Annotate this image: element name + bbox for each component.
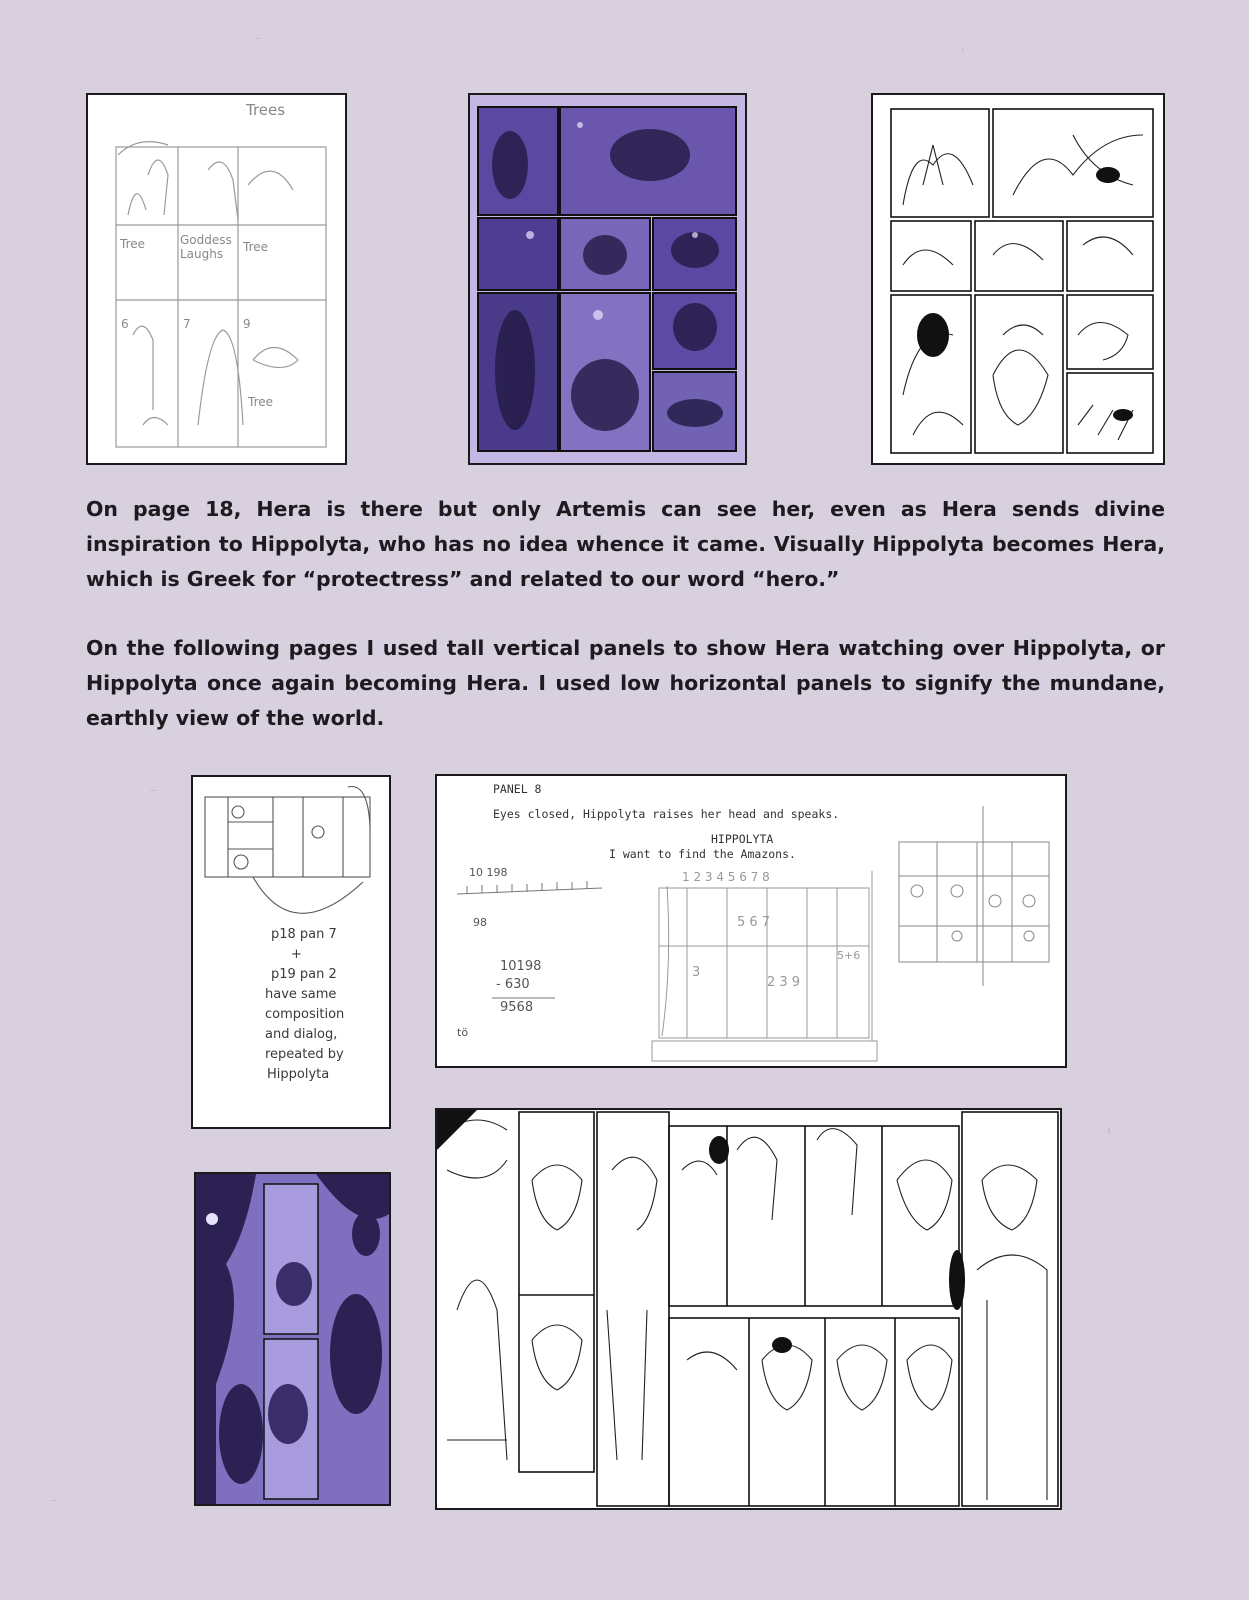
script-dialogue: I want to find the Amazons. (609, 847, 796, 861)
svg-text:3: 3 (692, 965, 701, 980)
svg-text:98: 98 (473, 916, 487, 929)
svg-text:2 3 9: 2 3 9 (767, 975, 801, 990)
thumbnail-label-goddess-laughs: Goddess Laughs (180, 233, 232, 261)
inked-page-image (871, 93, 1165, 465)
thumbnail-label-tree: Tree (248, 395, 274, 409)
body-paragraph: On the following pages I used tall vertical panels to show Hera watching over Hippolyta, or Hippolyta once again becoming Hera. I used low horizontal panels to signify the mundane, earthly view of the world. (86, 636, 1165, 730)
thumbnail-label-panel-number: 7 (183, 317, 191, 331)
purple-vertical-panels-image (194, 1172, 391, 1506)
svg-text:tö: tö (457, 1026, 469, 1039)
inked-spread-image (435, 1108, 1062, 1510)
thumbnail-sketch-image (86, 93, 347, 465)
svg-text:5+6: 5+6 (837, 949, 861, 962)
note-line: + (291, 947, 302, 962)
thumbnail-label-panel-number: 9 (243, 317, 251, 331)
script-page-image (435, 774, 1067, 1068)
note-line: composition (265, 1007, 345, 1022)
thumbnail-label-panel-number: 6 (121, 317, 129, 331)
thumbnail-label-tree: Tree (243, 240, 269, 254)
paper-speck (255, 38, 261, 39)
script-panel-heading: PANEL 8 (493, 782, 542, 796)
body-paragraph: On page 18, Hera is there but only Artemis can see her, even as Hera sends divine inspiration to Hippolyta, who has no idea whence it came. Visually Hippolyta becomes Hera, which is Greek for “protectress” and related to our word “hero.” (86, 497, 1165, 591)
script-math-bottom: 9568 (500, 1000, 534, 1015)
paper-speck (150, 790, 157, 791)
script-speaker: HIPPOLYTA (711, 832, 774, 846)
note-line: repeated by (265, 1047, 344, 1062)
paper-speck (962, 46, 963, 53)
note-line: p18 pan 7 (271, 927, 337, 942)
paper-speck (1108, 1128, 1110, 1134)
thumbnail-label-trees: Trees (246, 101, 286, 119)
note-line: p19 pan 2 (271, 967, 337, 982)
note-line: have same (265, 987, 337, 1002)
note-line: and dialog, (265, 1027, 338, 1042)
note-sketch-image (191, 775, 391, 1129)
script-math-top: 10198 (500, 959, 542, 974)
purple-toned-page-image (468, 93, 747, 465)
script-math-mid: - 630 (496, 977, 530, 992)
script-description: Eyes closed, Hippolyta raises her head and speaks. (493, 807, 840, 821)
svg-text:10 198: 10 198 (469, 866, 508, 879)
svg-text:1 2 3 4 5 6 7 8: 1 2 3 4 5 6 7 8 (682, 870, 770, 884)
svg-text:5 6 7: 5 6 7 (737, 915, 771, 930)
thumbnail-label-tree: Tree (120, 237, 146, 251)
note-handwriting (265, 925, 381, 1085)
paper-speck (50, 1500, 56, 1501)
note-line: Hippolyta (267, 1067, 330, 1082)
